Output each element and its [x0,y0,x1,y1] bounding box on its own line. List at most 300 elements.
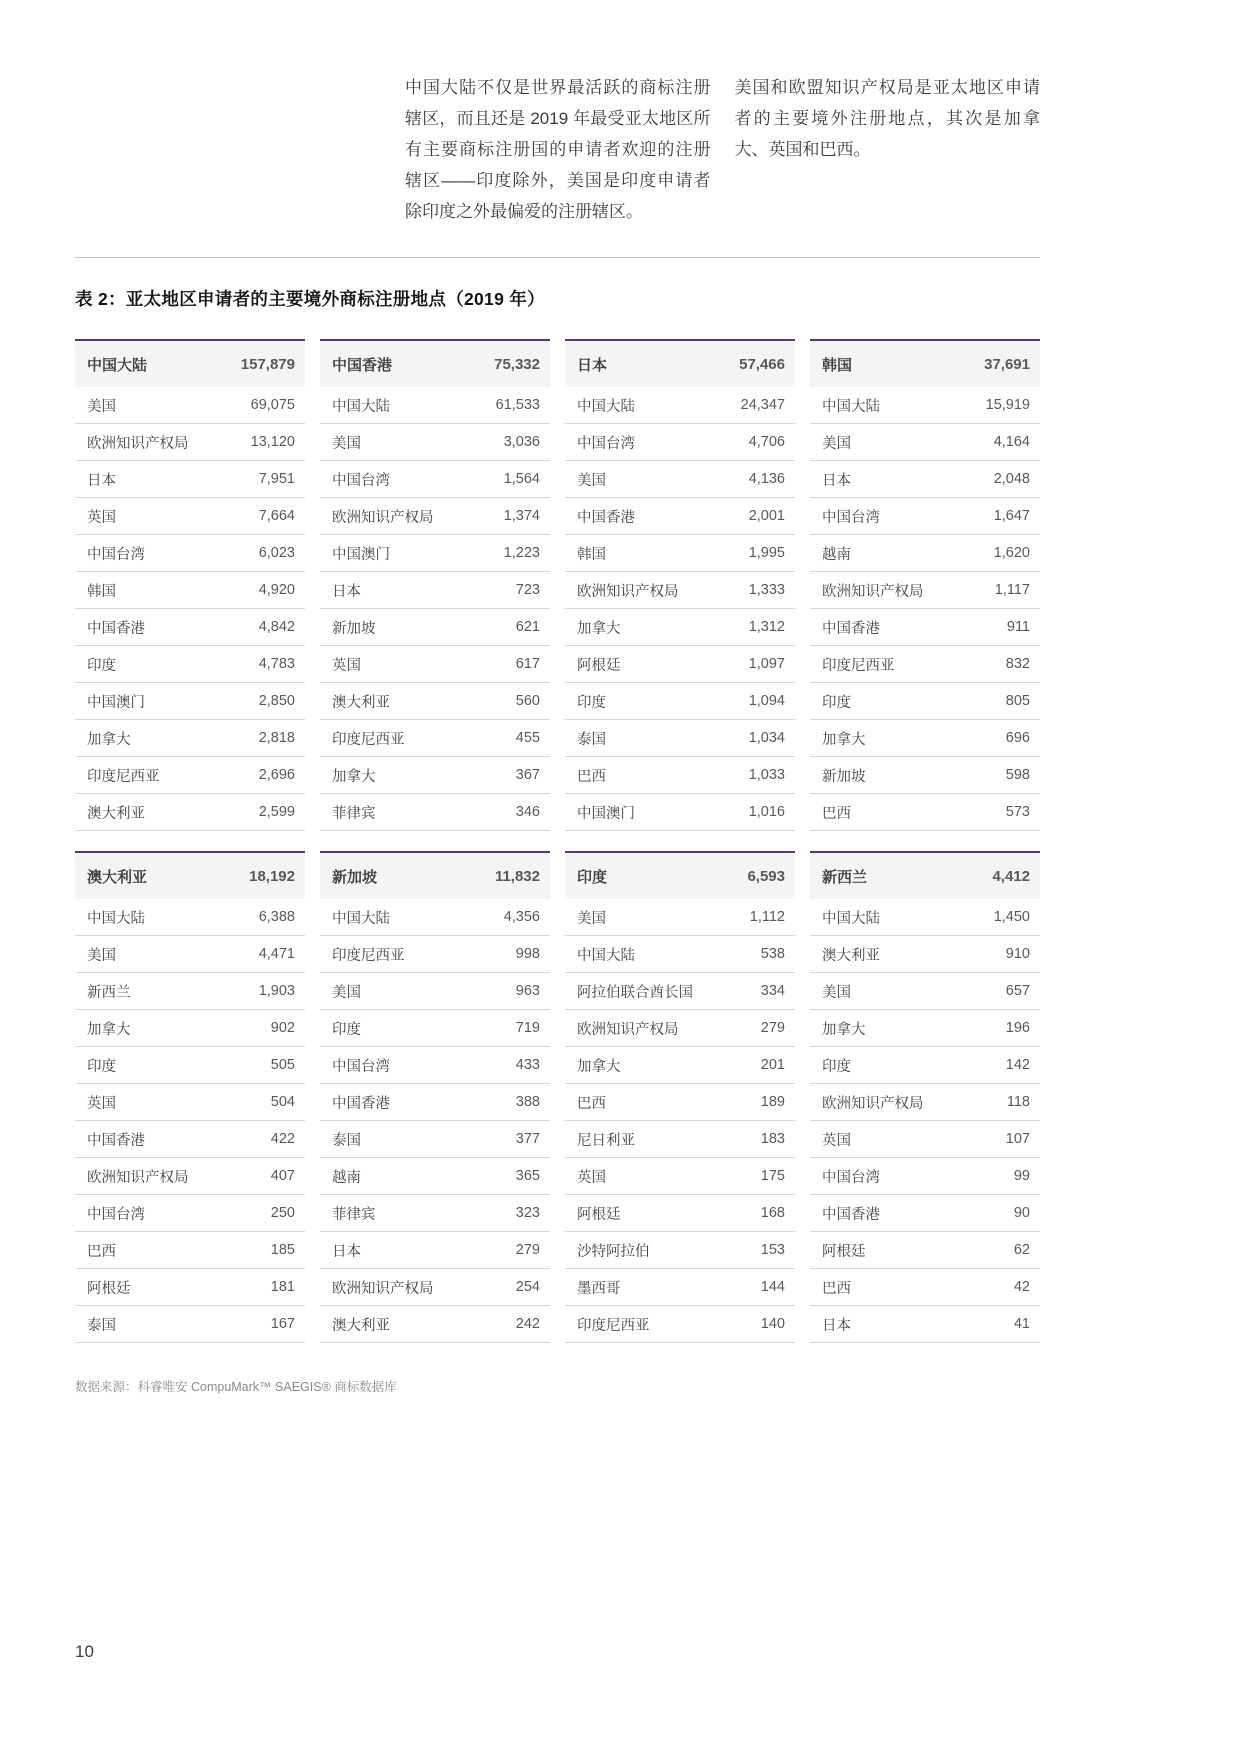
table-row [565,794,795,831]
country-label: 印度 [87,657,116,674]
table-row [565,535,795,572]
country-label: 日本 [822,1317,851,1334]
table-row [565,1047,795,1084]
table-row [565,720,795,757]
country-value: 2,599 [258,804,295,820]
table-row [565,936,795,973]
country-label: 澳大利亚 [332,1317,390,1334]
country-label: 美国 [332,984,361,1001]
country-label: 菲律宾 [332,805,376,822]
table-row [810,1232,1040,1269]
country-label: 中国大陆 [577,398,635,415]
country-value: 1,094 [748,693,785,709]
country-label: 泰国 [87,1317,116,1334]
country-value: 1,620 [993,545,1030,561]
table-title: 表 2：亚太地区申请者的主要境外商标注册地点（2019 年） [75,289,545,309]
table-row [565,1010,795,1047]
table-row [565,646,795,683]
table-row [75,646,305,683]
country-label: 阿根廷 [577,1206,621,1223]
country-label: 欧洲知识产权局 [87,435,189,452]
table-row [565,899,795,936]
country-label: 加拿大 [577,1058,621,1075]
table-row [75,899,305,936]
country-value: 1,033 [748,767,785,783]
country-label: 中国香港 [577,509,635,526]
region-total: 18,192 [249,867,295,885]
country-label: 印度 [87,1058,116,1075]
country-label: 阿拉伯联合酋长国 [577,984,693,1001]
country-value: 910 [1005,946,1030,962]
country-label: 中国大陆 [332,910,390,927]
table-row [75,1158,305,1195]
country-value: 4,471 [258,946,295,962]
table-row [565,973,795,1010]
country-value: 99 [1013,1168,1030,1184]
country-label: 泰国 [332,1132,361,1149]
table-row [810,1269,1040,1306]
region-name: 韩国 [822,356,853,374]
stat-table [320,851,550,1343]
country-value: 2,818 [258,730,295,746]
region-name: 中国大陆 [87,356,148,374]
table-row [320,572,550,609]
country-label: 加拿大 [87,1021,131,1038]
table-row [75,794,305,831]
region-total: 157,879 [240,355,295,373]
table-row [320,1195,550,1232]
country-value: 365 [515,1168,540,1184]
table-row [75,498,305,535]
stat-table [565,339,795,831]
country-value: 183 [760,1131,785,1147]
country-label: 加拿大 [577,620,621,637]
country-value: 505 [270,1057,295,1073]
country-label: 印度尼西亚 [87,768,160,785]
country-label: 中国大陆 [87,910,145,927]
table-row [75,609,305,646]
country-label: 中国台湾 [577,435,635,452]
table-row [565,498,795,535]
country-label: 美国 [332,435,361,452]
table-row [810,1010,1040,1047]
table-row [75,387,305,424]
table-row [810,1121,1040,1158]
table-row [320,387,550,424]
table-row [320,424,550,461]
country-value: 4,164 [993,434,1030,450]
source-note: 数据来源：科睿唯安 CompuMark™ SAEGIS® 商标数据库 [75,1380,397,1394]
country-label: 巴西 [87,1243,116,1260]
country-value: 2,850 [258,693,295,709]
table-row [320,609,550,646]
country-value: 4,136 [748,471,785,487]
table-row [320,757,550,794]
country-value: 201 [760,1057,785,1073]
country-value: 4,783 [258,656,295,672]
country-label: 韩国 [577,546,606,563]
country-value: 1,564 [503,471,540,487]
table-row [565,1158,795,1195]
table-row [75,1269,305,1306]
country-value: 181 [270,1279,295,1295]
region-total: 37,691 [984,355,1030,373]
country-label: 日本 [332,583,361,600]
country-label: 沙特阿拉伯 [577,1243,650,1260]
country-value: 42 [1013,1279,1030,1295]
country-label: 中国台湾 [87,546,145,563]
country-label: 美国 [822,984,851,1001]
country-value: 254 [515,1279,540,1295]
table-row [75,1047,305,1084]
country-value: 323 [515,1205,540,1221]
country-value: 1,223 [503,545,540,561]
country-label: 美国 [87,947,116,964]
section-divider [75,257,1040,258]
table-row [565,609,795,646]
country-value: 250 [270,1205,295,1221]
table-row [75,1010,305,1047]
country-label: 中国台湾 [332,1058,390,1075]
table-row [75,720,305,757]
table-row [810,1047,1040,1084]
country-label: 越南 [822,546,851,563]
table-row [320,1010,550,1047]
table-row [320,498,550,535]
country-value: 560 [515,693,540,709]
country-value: 118 [1006,1094,1030,1110]
country-label: 英国 [577,1169,606,1186]
country-label: 泰国 [577,731,606,748]
intro-paragraph-left: 中国大陆不仅是世界最活跃的商标注册辖区，而且还是 2019 年最受亚太地区所有主要商标注册国的申请者欢迎的注册辖区——印度除外，美国是印度申请者除印度之外最偏爱的注册辖区。 [405,78,711,221]
country-value: 6,388 [258,909,295,925]
country-label: 欧洲知识产权局 [822,583,924,600]
country-value: 902 [270,1020,295,1036]
region-total: 57,466 [739,355,785,373]
region-total: 6,593 [747,867,785,885]
country-label: 中国台湾 [332,472,390,489]
country-label: 欧洲知识产权局 [822,1095,924,1112]
stat-table [75,851,305,1343]
country-value: 1,333 [748,582,785,598]
table-row [75,936,305,973]
table-row [565,1121,795,1158]
table-row [320,899,550,936]
country-label: 中国香港 [822,1206,880,1223]
table-row [75,1232,305,1269]
country-value: 367 [515,767,540,783]
country-label: 新加坡 [822,768,866,785]
stat-table-header [75,853,305,899]
table-row [75,683,305,720]
country-value: 242 [515,1316,540,1332]
country-label: 澳大利亚 [87,805,145,822]
table-row [565,424,795,461]
country-label: 韩国 [87,583,116,600]
table-row [75,1121,305,1158]
table-row [320,720,550,757]
country-label: 墨西哥 [577,1280,621,1297]
country-value: 1,374 [503,508,540,524]
country-label: 中国大陆 [577,947,635,964]
country-label: 欧洲知识产权局 [577,583,679,600]
table-row [75,757,305,794]
region-name: 新西兰 [822,868,868,886]
country-label: 中国大陆 [332,398,390,415]
country-value: 24,347 [740,397,785,413]
country-label: 欧洲知识产权局 [577,1021,679,1038]
country-value: 2,696 [258,767,295,783]
country-value: 4,356 [503,909,540,925]
stat-table-header [565,341,795,387]
country-label: 加拿大 [822,1021,866,1038]
country-label: 中国大陆 [822,398,880,415]
country-value: 573 [1005,804,1030,820]
table-row [810,609,1040,646]
stat-table-header [565,853,795,899]
country-value: 279 [515,1242,540,1258]
country-label: 美国 [577,910,606,927]
table-row [75,973,305,1010]
country-label: 印度尼西亚 [332,731,405,748]
table-row [565,757,795,794]
table-row [810,899,1040,936]
country-label: 英国 [87,509,116,526]
table-row [810,424,1040,461]
country-value: 279 [760,1020,785,1036]
table-row [75,572,305,609]
table-row [565,1269,795,1306]
region-total: 11,832 [494,867,540,885]
country-label: 中国香港 [822,620,880,637]
table-row [810,1158,1040,1195]
region-name: 新加坡 [332,868,378,886]
country-value: 621 [515,619,540,635]
country-label: 澳大利亚 [332,694,390,711]
table-row [810,1306,1040,1343]
country-value: 1,016 [748,804,785,820]
country-label: 巴西 [577,1095,606,1112]
country-label: 阿根廷 [87,1280,131,1297]
country-label: 中国香港 [332,1095,390,1112]
country-label: 印度 [822,694,851,711]
country-label: 美国 [822,435,851,452]
stat-table [565,851,795,1343]
country-label: 中国香港 [87,1132,145,1149]
country-value: 504 [270,1094,295,1110]
country-value: 4,920 [258,582,295,598]
table-row [75,1195,305,1232]
country-label: 加拿大 [87,731,131,748]
country-label: 日本 [822,472,851,489]
table-row [565,1195,795,1232]
intro-paragraph-right: 美国和欧盟知识产权局是亚太地区申请者的主要境外注册地点，其次是加拿大、英国和巴西。 [734,78,1040,159]
stat-table-header [75,341,305,387]
table-row [810,646,1040,683]
country-value: 168 [760,1205,785,1221]
country-label: 菲律宾 [332,1206,376,1223]
country-label: 印度 [332,1021,361,1038]
country-label: 巴西 [577,768,606,785]
stat-table [75,339,305,831]
country-value: 1,312 [748,619,785,635]
region-name: 日本 [577,356,608,374]
table-row [810,535,1040,572]
country-label: 巴西 [822,805,851,822]
country-value: 4,706 [748,434,785,450]
country-label: 印度尼西亚 [332,947,405,964]
table-row [810,794,1040,831]
stat-table-header [810,853,1040,899]
country-label: 巴西 [822,1280,851,1297]
stat-table-header [320,341,550,387]
country-label: 中国澳门 [577,805,635,822]
country-value: 1,112 [749,909,785,925]
table-row [75,461,305,498]
country-label: 英国 [822,1132,851,1149]
country-value: 455 [515,730,540,746]
country-value: 1,903 [258,983,295,999]
country-value: 346 [515,804,540,820]
country-label: 英国 [332,657,361,674]
country-value: 140 [760,1316,785,1332]
country-value: 2,001 [748,508,785,524]
country-label: 澳大利亚 [822,947,880,964]
region-total: 4,412 [992,867,1030,885]
table-row [320,1232,550,1269]
table-row [320,1269,550,1306]
country-value: 998 [515,946,540,962]
country-value: 377 [515,1131,540,1147]
country-value: 2,048 [993,471,1030,487]
table-row [565,1232,795,1269]
stat-table [810,339,1040,831]
country-label: 阿根廷 [822,1243,866,1260]
country-label: 美国 [577,472,606,489]
country-value: 719 [515,1020,540,1036]
stat-table-header [810,341,1040,387]
country-value: 167 [270,1316,295,1332]
region-name: 印度 [577,868,608,886]
country-label: 尼日利亚 [577,1132,635,1149]
table-row [320,1306,550,1343]
document-page [75,0,1040,1395]
country-value: 805 [1005,693,1030,709]
country-value: 13,120 [250,434,295,450]
table-row [810,973,1040,1010]
country-value: 90 [1013,1205,1030,1221]
table-row [75,535,305,572]
table-row [75,1084,305,1121]
region-name: 澳大利亚 [87,868,148,886]
table-row [320,683,550,720]
country-value: 7,664 [258,508,295,524]
country-label: 印度 [822,1058,851,1075]
table-row [810,461,1040,498]
country-value: 69,075 [250,397,295,413]
country-value: 696 [1005,730,1030,746]
country-value: 153 [760,1242,785,1258]
country-value: 598 [1005,767,1030,783]
table-row [565,683,795,720]
country-value: 334 [760,983,785,999]
country-value: 911 [1006,619,1030,635]
country-label: 中国台湾 [822,1169,880,1186]
table-row [565,387,795,424]
country-label: 中国澳门 [332,546,390,563]
table-row [75,1306,305,1343]
country-value: 723 [515,582,540,598]
country-label: 日本 [87,472,116,489]
region-name: 中国香港 [332,356,393,374]
country-label: 日本 [332,1243,361,1260]
stat-table-header [320,853,550,899]
country-value: 832 [1005,656,1030,672]
country-label: 中国台湾 [87,1206,145,1223]
country-value: 4,842 [258,619,295,635]
country-label: 中国香港 [87,620,145,637]
country-label: 印度尼西亚 [577,1317,650,1334]
country-label: 欧洲知识产权局 [87,1169,189,1186]
country-label: 阿根廷 [577,657,621,674]
table-row [810,1195,1040,1232]
country-value: 1,995 [748,545,785,561]
table-row [810,498,1040,535]
country-value: 1,647 [993,508,1030,524]
table-row [810,757,1040,794]
region-total: 75,332 [494,355,540,373]
country-value: 1,097 [748,656,785,672]
country-value: 15,919 [985,397,1030,413]
country-value: 657 [1005,983,1030,999]
country-value: 6,023 [258,545,295,561]
table-row [565,461,795,498]
table-row [565,1306,795,1343]
table-row [810,1084,1040,1121]
country-label: 中国澳门 [87,694,145,711]
country-value: 407 [270,1168,295,1184]
table-row [320,973,550,1010]
table-row [320,1047,550,1084]
country-value: 433 [515,1057,540,1073]
country-value: 1,034 [748,730,785,746]
table-row [810,683,1040,720]
country-value: 196 [1005,1020,1030,1036]
country-label: 越南 [332,1169,361,1186]
country-label: 中国大陆 [822,910,880,927]
table-row [320,461,550,498]
table-row [810,387,1040,424]
table-row [810,936,1040,973]
country-label: 印度尼西亚 [822,657,895,674]
table-row [320,1121,550,1158]
country-value: 144 [760,1279,785,1295]
country-value: 617 [515,656,540,672]
table-row [320,1158,550,1195]
page-number: 10 [75,1642,94,1661]
country-value: 175 [760,1168,785,1184]
country-value: 189 [760,1094,785,1110]
table-row [565,572,795,609]
country-label: 加拿大 [332,768,376,785]
country-label: 欧洲知识产权局 [332,509,434,526]
tables-grid [75,339,1040,1343]
intro-section [405,72,1040,227]
country-label: 中国台湾 [822,509,880,526]
country-label: 美国 [87,398,116,415]
table-row [75,424,305,461]
table-row [320,535,550,572]
